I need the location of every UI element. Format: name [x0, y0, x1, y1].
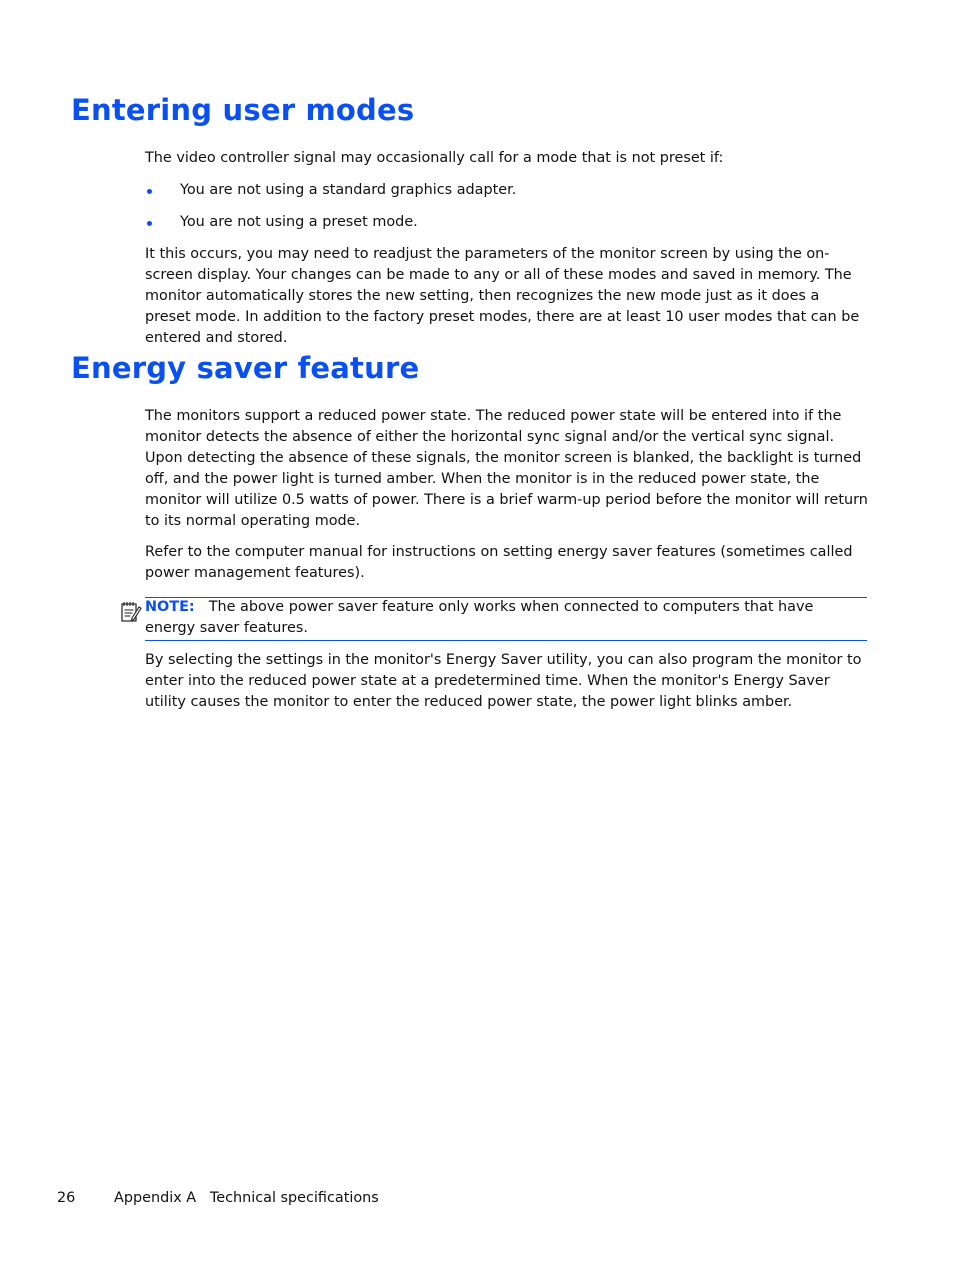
- footer-title: Appendix A Technical specifications: [114, 1190, 379, 1206]
- section-heading-user-modes: Entering user modes: [71, 93, 415, 127]
- list-item-text: You are not using a standard graphics adapter.: [180, 182, 517, 198]
- section-heading-energy-saver: Energy saver feature: [71, 351, 420, 385]
- note-content: [145, 597, 867, 639]
- user-modes-paragraph: It this occurs, you may need to readjust the parameters of the monitor screen by using the on-screen display. Your changes can be made to any or all of these modes and saved in memory. The monitor automatically stores the new setting, then recognizes the new mode just as it does a preset mode. In addition to the factory preset modes, there are at least 10 user modes that can be entered and stored.: [145, 246, 860, 346]
- energy-saver-paragraph-1: The monitors support a reduced power state. The reduced power state will be entered into if the monitor detects the absence of either the horizontal sync signal and/or the vertical sync signal. Upon detecting the absence of these signals, the monitor screen is blanked, the backlight is turned off, and the power light is turned amber. When the monitor is in the reduced power state, the monitor will utilize 0.5 watts of power. There is a brief warm-up period before the monitor will return to its normal operating mode.: [145, 408, 868, 529]
- energy-saver-paragraph-3: By selecting the settings in the monitor's Energy Saver utility, you can also program the monitor to enter into the reduced power state at a predetermined time. When the monitor's Energy Saver utility causes the monitor to enter the reduced power state, the power light blinks amber.: [145, 652, 862, 710]
- energy-saver-paragraph-2: Refer to the computer manual for instructions on setting energy saver features (sometimes called power management features).: [145, 544, 853, 581]
- list-item-text: You are not using a preset mode.: [180, 214, 418, 230]
- note-box: [145, 597, 867, 641]
- bullet-icon: [147, 189, 152, 194]
- note-label: NOTE:: [145, 599, 195, 615]
- page-number: 26: [57, 1190, 76, 1206]
- note-icon: [120, 600, 142, 624]
- note-text: The above power saver feature only works when connected to computers that have energy saver features.: [145, 599, 814, 636]
- user-modes-intro: The video controller signal may occasionally call for a mode that is not preset if:: [145, 150, 724, 166]
- bullet-icon: [147, 221, 152, 226]
